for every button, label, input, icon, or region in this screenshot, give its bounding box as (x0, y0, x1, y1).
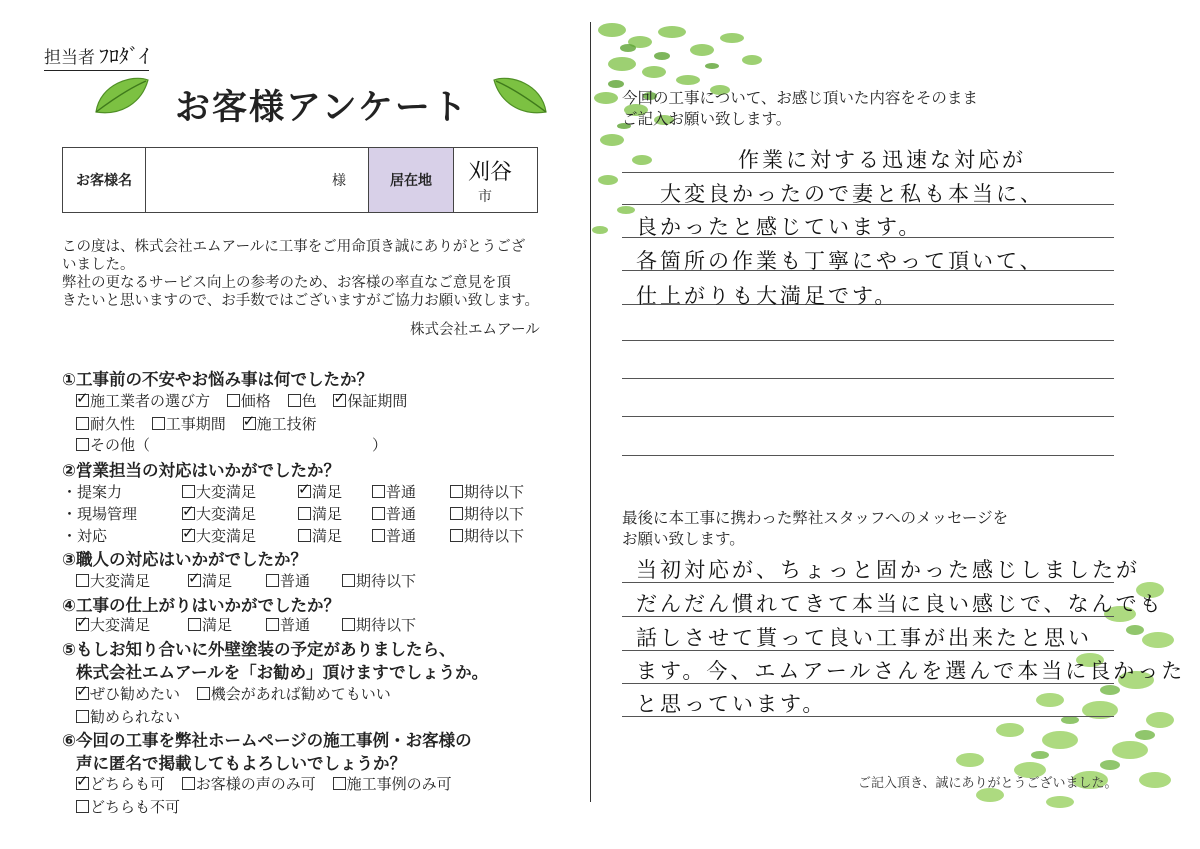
rating-option-label: 満足 (312, 527, 343, 545)
q2-row (62, 481, 582, 501)
q6-option[interactable] (76, 798, 180, 816)
column-divider (590, 22, 591, 802)
q6-title-2: 声に匿名で掲載してもよろしいでしょうか？ (76, 754, 406, 773)
q6-option-label: お客様の声のみ可 (195, 775, 316, 793)
rating-option[interactable] (298, 525, 342, 546)
rating-option-label: 満足 (202, 572, 233, 590)
rating-option[interactable] (342, 614, 416, 635)
rating-option[interactable] (450, 525, 524, 546)
checkbox-checked-icon[interactable] (76, 777, 89, 790)
q4-options (76, 614, 456, 634)
q1-option[interactable] (243, 415, 317, 433)
free-question-2-line: お願い致します。 (622, 530, 745, 548)
rating-option-label: 普通 (386, 527, 417, 545)
thanks-note: ご記入頂き、誠にありがとうございました。 (858, 776, 1118, 791)
checkbox-icon[interactable] (76, 574, 89, 587)
checkbox-icon[interactable] (298, 529, 311, 542)
rating-option-label: 大変満足 (196, 527, 257, 545)
rating-option-label: 期待以下 (356, 616, 417, 634)
q1-title: ①工事前の不安やお悩み事は何でしたか？ (62, 370, 373, 389)
rating-option[interactable] (266, 614, 310, 635)
q3-options (76, 570, 456, 590)
checkbox-icon[interactable] (76, 710, 89, 723)
handwritten-answer-1: 大変良かったので妻と私も本当に、 (660, 182, 1044, 206)
q6-option[interactable] (182, 775, 316, 793)
checkbox-checked-icon[interactable] (298, 485, 311, 498)
checkbox-icon[interactable] (76, 438, 89, 451)
rating-option[interactable] (188, 570, 232, 591)
staff-name: ﾌﾛﾀﾞｲ (99, 44, 149, 68)
handwritten-answer-2: だんだん慣れてきて本当に良い感じで、なんでも (636, 592, 1164, 616)
rating-option-label: 普通 (280, 572, 311, 590)
rating-option-label: 普通 (280, 616, 311, 634)
q6-title: ⑥今回の工事を弊社ホームページの施工事例・お客様の (62, 731, 472, 750)
free-question-1-line: ご記入お願い致します。 (622, 110, 792, 128)
checkbox-checked-icon[interactable] (182, 507, 195, 520)
q5-option[interactable] (76, 685, 180, 703)
rating-option[interactable] (182, 481, 256, 502)
checkbox-icon[interactable] (266, 574, 279, 587)
rating-option-label: 大変満足 (196, 505, 257, 523)
handwritten-answer-2: ます。今、エムアールさんを選んで本当に良かった (636, 659, 1186, 683)
rating-option-label: 満足 (202, 616, 233, 634)
rating-option-label: 期待以下 (464, 527, 525, 545)
q1-options-row2 (76, 413, 317, 434)
rating-option[interactable] (188, 614, 232, 635)
rating-option[interactable] (298, 503, 342, 524)
checkbox-icon[interactable] (333, 777, 346, 790)
checkbox-icon[interactable] (450, 507, 463, 520)
rating-option-label: 満足 (312, 505, 343, 523)
answer-line (622, 416, 1114, 417)
checkbox-checked-icon[interactable] (188, 574, 201, 587)
rating-option-label: 普通 (386, 483, 417, 501)
q1-option-label: 保証期間 (347, 392, 408, 410)
checkbox-icon[interactable] (372, 485, 385, 498)
intro-line: いました。 (62, 257, 135, 273)
q5-options-row2 (76, 706, 180, 727)
handwritten-answer-2: 当初対応が、ちょっと固かった感じしましたが (636, 558, 1140, 582)
rating-option[interactable] (450, 503, 524, 524)
intro-line: きたいと思いますので、お手数ではございますがご協力お願い致します。 (62, 293, 540, 309)
q6-option[interactable] (333, 775, 452, 793)
q1-option[interactable] (152, 415, 226, 433)
q2-row-label: ・対応 (62, 527, 108, 545)
q1-options-row1 (76, 390, 407, 411)
rating-option-label: 期待以下 (464, 505, 525, 523)
staff-label (44, 40, 149, 69)
q5-options-row1 (76, 683, 391, 704)
leaf-right-icon (492, 74, 550, 116)
handwritten-answer-2: と思っています。 (636, 692, 827, 716)
q6-options-row1 (76, 773, 452, 794)
rating-option-label: 期待以下 (464, 483, 525, 501)
residence-value: 刈谷 (468, 159, 513, 185)
free-question-2 (622, 508, 1008, 550)
q2-row (62, 525, 582, 545)
free-question-1 (622, 88, 978, 130)
q4-title: ④工事の仕上がりはいかがでしたか？ (62, 596, 340, 615)
checkbox-icon[interactable] (188, 618, 201, 631)
handwritten-answer-1: 良かったと感じています。 (636, 215, 923, 239)
residence-field[interactable] (454, 148, 538, 213)
q6-option-label: 施工事例のみ可 (346, 775, 452, 793)
page-title: お客様アンケート (175, 88, 469, 128)
rating-option[interactable] (266, 570, 310, 591)
checkbox-icon[interactable] (76, 800, 89, 813)
answer-line (622, 378, 1114, 379)
rating-option[interactable] (76, 570, 150, 591)
checkbox-icon[interactable] (450, 529, 463, 542)
answer-line (622, 340, 1114, 341)
rating-option[interactable] (342, 570, 416, 591)
answer-line (622, 455, 1114, 456)
q1-option[interactable] (288, 392, 317, 410)
checkbox-checked-icon[interactable] (76, 687, 89, 700)
q1-other-close: ） (372, 436, 388, 454)
q6-option[interactable] (76, 775, 165, 793)
q5-option[interactable] (76, 708, 180, 726)
rating-option-label: 大変満足 (90, 616, 151, 634)
intro-text (62, 238, 582, 310)
checkbox-checked-icon[interactable] (243, 417, 256, 430)
checkbox-checked-icon[interactable] (76, 618, 89, 631)
residence-label: 居在地 (369, 148, 454, 213)
customer-info-table (62, 147, 538, 213)
checkbox-checked-icon[interactable] (76, 394, 89, 407)
checkbox-icon[interactable] (197, 687, 210, 700)
checkbox-icon[interactable] (372, 507, 385, 520)
rating-option-label: 普通 (386, 505, 417, 523)
free-question-1-line: 今回の工事について、お感じ頂いた内容をそのまま (622, 89, 978, 107)
checkbox-icon[interactable] (372, 529, 385, 542)
rating-option[interactable] (298, 481, 342, 502)
q1-option-label: 耐久性 (90, 415, 136, 433)
q1-option-label: 施工業者の選び方 (90, 392, 211, 410)
q2-row-label: ・提案力 (62, 483, 123, 501)
q6-option-label: どちらも可 (90, 775, 166, 793)
checkbox-icon[interactable] (342, 618, 355, 631)
checkbox-icon[interactable] (76, 417, 89, 430)
checkbox-icon[interactable] (227, 394, 240, 407)
q1-other-row[interactable] (76, 434, 387, 455)
rating-option[interactable] (76, 614, 150, 635)
rating-option[interactable] (372, 525, 416, 546)
rating-option-label: 大変満足 (90, 572, 151, 590)
rating-option[interactable] (450, 481, 524, 502)
q3-title: ③職人の対応はいかがでしたか？ (62, 550, 307, 569)
checkbox-checked-icon[interactable] (333, 394, 346, 407)
q5-option[interactable] (197, 685, 391, 703)
checkbox-icon[interactable] (266, 618, 279, 631)
q2-row-label: ・現場管理 (62, 505, 138, 523)
residence-suffix: 市 (478, 188, 492, 205)
q2-row (62, 503, 582, 523)
checkbox-icon[interactable] (342, 574, 355, 587)
q5-option-label: 機会があれば勧めてもいい (210, 685, 391, 703)
q1-option-label: 色 (301, 392, 317, 410)
company-signature: 株式会社エムアール (410, 322, 540, 338)
customer-name-label: お客様名 (63, 148, 146, 213)
rating-option[interactable] (372, 481, 416, 502)
checkbox-icon[interactable] (450, 485, 463, 498)
staff-label-text: 担当者 (44, 48, 95, 68)
checkbox-checked-icon[interactable] (182, 529, 195, 542)
customer-name-suffix: 様 (332, 173, 346, 189)
q2-title: ②営業担当の対応はいかがでしたか？ (62, 461, 340, 480)
q1-option[interactable] (333, 392, 407, 410)
q6-options-row2 (76, 796, 180, 817)
customer-name-field[interactable] (146, 148, 369, 213)
checkbox-icon[interactable] (152, 417, 165, 430)
handwritten-answer-1: 仕上がりも大満足です。 (636, 284, 899, 308)
checkbox-icon[interactable] (288, 394, 301, 407)
rating-option-label: 満足 (312, 483, 343, 501)
free-question-2-line: 最後に本工事に携わった弊社スタッフへのメッセージを (622, 509, 1009, 527)
handwritten-answer-1: 各箇所の作業も丁寧にやって頂いて、 (636, 249, 1044, 273)
q5-title: ⑤もしお知り合いに外壁塗装の予定がありましたら、 (62, 640, 456, 659)
rating-option[interactable] (182, 503, 256, 524)
rating-option[interactable] (182, 525, 256, 546)
checkbox-icon[interactable] (182, 485, 195, 498)
q1-option-label: 価格 (240, 392, 271, 410)
leaf-left-icon (92, 74, 150, 116)
handwritten-answer-2: 話しさせて貰って良い工事が出来たと思い (636, 626, 1092, 650)
checkbox-icon[interactable] (182, 777, 195, 790)
q5-option-label: ぜひ勧めたい (90, 685, 181, 703)
q1-option[interactable] (227, 392, 271, 410)
intro-line: 弊社の更なるサービス向上の参考のため、お客様の率直なご意見を頂 (62, 275, 511, 291)
q1-option-label: 工事期間 (165, 415, 226, 433)
q1-option-label: その他（ (90, 436, 151, 454)
rating-option-label: 期待以下 (356, 572, 417, 590)
q5-title-2: 株式会社エムアールを「お勧め」頂けますでしょうか。 (76, 663, 489, 682)
q1-option[interactable] (76, 392, 210, 410)
q1-option[interactable] (76, 415, 135, 433)
q5-option-label: 勧められない (90, 708, 181, 726)
q6-option-label: どちらも不可 (90, 798, 181, 816)
handwritten-answer-1: 作業に対する迅速な対応が (738, 148, 1026, 172)
rating-option[interactable] (372, 503, 416, 524)
checkbox-icon[interactable] (298, 507, 311, 520)
intro-line: この度は、株式会社エムアールに工事をご用命頂き誠にありがとうござ (62, 239, 526, 255)
rating-option-label: 大変満足 (196, 483, 257, 501)
q1-option-label: 施工技術 (256, 415, 317, 433)
